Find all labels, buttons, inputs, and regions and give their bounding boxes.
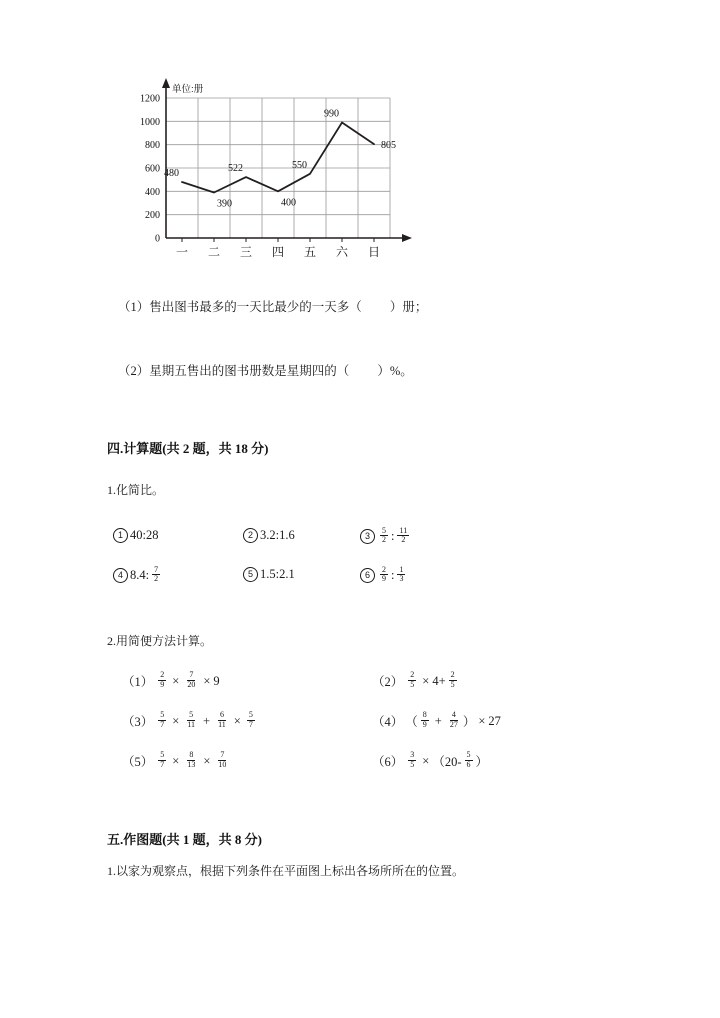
y-axis-tick-label: 1200 [140, 93, 160, 105]
x-axis-day-label: 三 [239, 245, 253, 259]
fraction-denominator: 10 [218, 759, 227, 769]
fraction-numerator: 6 [219, 710, 224, 720]
y-axis-tick-label: 200 [145, 210, 160, 222]
math-operator: × [172, 673, 180, 688]
fraction-denominator: 7 [160, 719, 165, 729]
ratio-problem [243, 567, 295, 582]
fraction-denominator: 6 [466, 759, 471, 769]
fraction [408, 751, 416, 769]
math-text: 27 [488, 713, 501, 728]
fraction-denominator: 5 [410, 759, 415, 769]
math-text: （20- [432, 755, 462, 769]
math-operator: × [233, 713, 241, 728]
math-operator: × [478, 713, 486, 728]
fraction [185, 671, 197, 689]
fraction-denominator: 3 [399, 574, 404, 584]
fraction [408, 671, 416, 689]
fraction [158, 711, 166, 729]
simplify-problem [372, 672, 460, 690]
math-text: 40:28 [130, 528, 159, 542]
sales-line-chart [118, 72, 418, 272]
fraction [449, 671, 457, 689]
fraction-numerator: 5 [189, 710, 194, 720]
section-five-heading: 五.作图题(共 1 题，共 8 分) [107, 832, 262, 847]
fraction-numerator: 11 [399, 526, 408, 535]
math-operator: × [203, 673, 211, 688]
math-text: : [391, 529, 395, 544]
problem-marker: 6 [360, 568, 375, 583]
fraction-numerator: 7 [154, 565, 159, 574]
math-operator: × [422, 673, 430, 688]
fraction [158, 751, 166, 769]
problem-marker: （5） [122, 755, 154, 769]
x-axis-day-label: 日 [367, 245, 381, 259]
math-text: 3.2:1.6 [260, 528, 295, 542]
fraction [158, 671, 166, 689]
fraction-denominator: 9 [160, 679, 165, 689]
fraction [216, 751, 228, 769]
problem-marker: （3） [122, 715, 154, 729]
fraction-denominator: 7 [248, 719, 253, 729]
x-axis-arrow [402, 234, 412, 242]
x-axis-day-label: 四 [271, 245, 285, 259]
fraction-numerator: 8 [189, 750, 194, 760]
math-operator: × [172, 713, 180, 728]
fraction [380, 527, 388, 545]
y-axis-tick-label: 600 [145, 163, 160, 175]
chart-canvas [118, 72, 418, 272]
math-text: 8.4: [130, 568, 150, 583]
math-text: （ [405, 715, 418, 729]
fraction-denominator: 2 [401, 535, 406, 545]
y-axis-tick-label: 0 [155, 233, 160, 245]
math-operator: × [172, 753, 180, 768]
fraction [216, 711, 228, 729]
ratio-problem [360, 567, 408, 585]
ratio-problem [243, 528, 295, 543]
section-four-heading: 四.计算题(共 2 题，共 18 分) [107, 441, 269, 456]
fraction [448, 711, 460, 729]
fraction-numerator: 7 [189, 670, 194, 680]
fraction-numerator: 4 [451, 710, 456, 720]
fraction-numerator: 7 [220, 750, 225, 760]
data-point-value-label: 390 [217, 198, 232, 210]
fraction [397, 566, 405, 584]
fraction-numerator: 2 [410, 670, 415, 680]
fraction-denominator: 2 [382, 535, 386, 545]
data-point-value-label: 522 [228, 163, 243, 175]
math-operator: + [203, 713, 211, 728]
simplify-problem [122, 672, 220, 690]
fraction-denominator: 2 [154, 574, 159, 584]
fraction-denominator: 27 [449, 719, 458, 729]
data-point-value-label: 550 [292, 159, 307, 171]
y-axis-tick-label: 400 [145, 186, 160, 198]
data-point-value-label: 480 [164, 168, 179, 179]
fraction-numerator: 8 [422, 710, 427, 720]
fraction-denominator: 13 [187, 759, 196, 769]
ratio-problem [360, 528, 412, 546]
problem-marker: （2） [372, 675, 404, 689]
math-text: 1.5:2.1 [260, 567, 295, 581]
fraction-denominator: 5 [410, 679, 415, 689]
y-axis-tick-label: 1000 [140, 116, 160, 128]
math-text: ） [462, 715, 476, 729]
fraction [247, 711, 255, 729]
data-point-value-label: 990 [324, 108, 339, 120]
fraction-numerator: 2 [382, 565, 386, 574]
section-four-sub1: 1.化简比。 [107, 483, 165, 497]
simplify-problem [372, 752, 488, 770]
fraction-numerator: 5 [248, 710, 253, 720]
fraction-denominator: 9 [422, 719, 427, 729]
fraction-numerator: 5 [160, 750, 165, 760]
fraction-denominator: 11 [187, 719, 196, 729]
data-point-value-label: 805 [381, 140, 396, 152]
x-axis-day-label: 二 [207, 245, 221, 259]
math-operator: + [434, 713, 442, 728]
section-five-sub1: 1.以家为观察点，根据下列条件在平面图上标出各场所所在的位置。 [107, 864, 465, 878]
problem-marker: 5 [243, 567, 258, 582]
math-operator: × [203, 753, 211, 768]
fraction [465, 751, 473, 769]
fraction-numerator: 1 [399, 565, 404, 574]
simplify-problem [372, 712, 501, 730]
fraction-denominator: 5 [450, 679, 455, 689]
fraction-numerator: 5 [382, 526, 386, 535]
simplify-problem [122, 712, 258, 730]
x-axis-day-label: 六 [335, 245, 349, 259]
chart-question-1: （1）售出图书最多的一天比最少的一天多（ ）册； [118, 300, 428, 314]
math-text: : [391, 568, 395, 583]
fraction [185, 751, 197, 769]
fraction [397, 527, 409, 545]
fraction-numerator: 5 [160, 710, 165, 720]
problem-marker: （6） [372, 755, 404, 769]
data-series-line [182, 123, 374, 193]
fraction [380, 566, 388, 584]
chart-unit-label: 单位:册 [172, 84, 204, 95]
fraction-denominator: 7 [160, 759, 165, 769]
fraction-numerator: 5 [466, 750, 471, 760]
fraction [185, 711, 197, 729]
problem-marker: （4） [372, 715, 404, 729]
fraction-denominator: 9 [382, 574, 386, 584]
fraction [421, 711, 429, 729]
problem-marker: 1 [113, 528, 128, 543]
ratio-problem [113, 528, 158, 543]
x-axis-day-label: 一 [175, 245, 189, 259]
ratio-problem [113, 567, 163, 585]
y-axis-arrow [162, 78, 170, 88]
data-point-value-label: 400 [281, 197, 296, 209]
y-axis-tick-label: 800 [145, 140, 160, 152]
math-text: ） [475, 755, 489, 769]
fraction-numerator: 3 [410, 750, 415, 760]
problem-marker: 4 [113, 568, 128, 583]
section-four-sub2: 2.用简便方法计算。 [107, 634, 213, 648]
fraction-numerator: 2 [450, 670, 455, 680]
problem-marker: 2 [243, 528, 258, 543]
fraction-numerator: 2 [160, 670, 165, 680]
fraction-denominator: 20 [187, 679, 196, 689]
fraction [152, 566, 160, 584]
fraction-denominator: 11 [218, 719, 226, 729]
chart-question-2: （2）星期五售出的图书册数是星期四的（ ）%。 [118, 364, 413, 378]
math-text: 9 [213, 673, 220, 688]
problem-marker: 3 [360, 529, 375, 544]
x-axis-day-label: 五 [303, 245, 317, 259]
math-operator: × [422, 753, 430, 768]
simplify-problem [122, 752, 231, 770]
math-text: 4+ [432, 673, 446, 688]
problem-marker: （1） [122, 675, 154, 689]
